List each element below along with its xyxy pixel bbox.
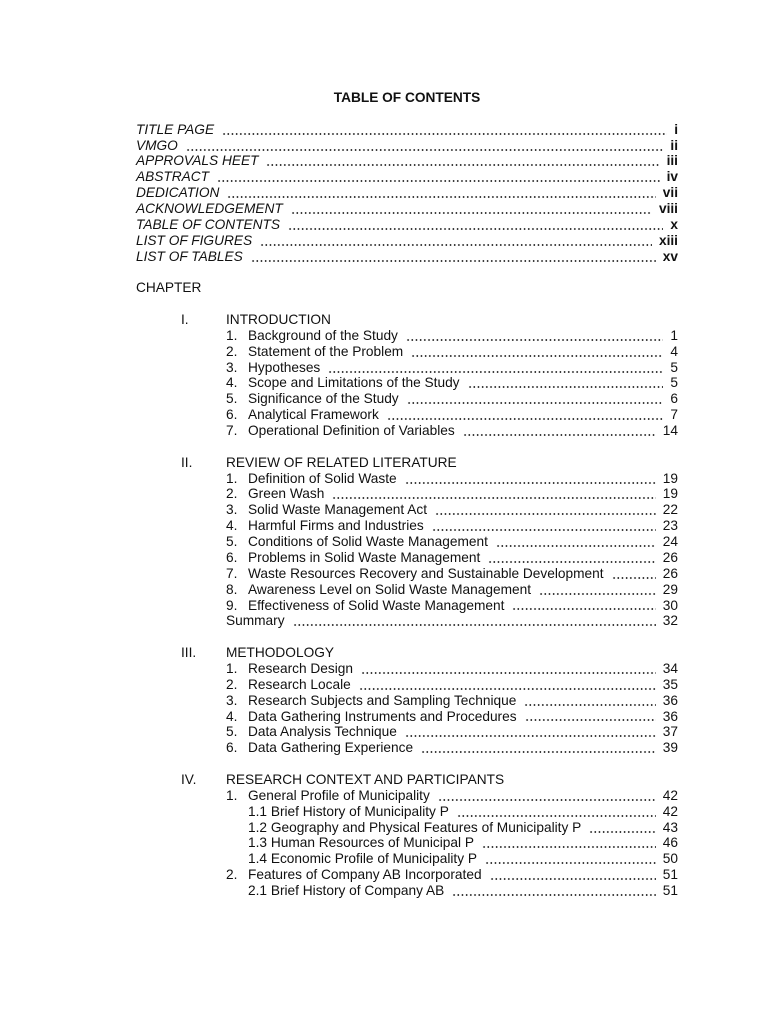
entry-number: 4. (226, 375, 238, 391)
toc-entry (136, 709, 678, 725)
chapter-title: INTRODUCTION (226, 312, 331, 328)
toc-entry (136, 233, 678, 249)
entry-label: Data Gathering Experience (248, 740, 414, 756)
subentry-page: 50 (662, 851, 678, 867)
entry-label: VMGO (136, 137, 178, 153)
entry-label: Operational Definition of Variables (248, 423, 455, 439)
dot-leader (525, 709, 656, 725)
dot-leader (361, 661, 656, 677)
entry-page: iii (666, 153, 678, 169)
entry-page: 39 (662, 740, 678, 756)
entry-number: 4. (226, 708, 238, 724)
toc-entry (136, 360, 678, 376)
dot-leader (251, 249, 656, 265)
toc-entry (136, 153, 678, 169)
dot-leader (407, 391, 664, 407)
dot-leader (288, 217, 663, 233)
entry-label: General Profile of Municipality (248, 787, 430, 803)
entry-number: 2. (226, 486, 238, 502)
toc-entry (136, 740, 678, 756)
entry-page: 26 (662, 549, 678, 565)
dot-leader (217, 169, 660, 185)
entry-label: Data Analysis Technique (248, 724, 397, 740)
entry-page: 23 (662, 518, 678, 534)
entry-page: 19 (662, 470, 678, 486)
dot-leader (488, 550, 655, 566)
dot-leader (222, 122, 667, 138)
toc-entry (136, 582, 678, 598)
subentry-label: Economic Profile of Municipality P (270, 851, 477, 867)
toc-entry (136, 138, 678, 154)
dot-leader (186, 138, 664, 154)
entry-label: Effectiveness of Solid Waste Management (248, 597, 505, 613)
toc-subentry (136, 835, 678, 851)
toc-entry (136, 677, 678, 693)
toc-entry (136, 185, 678, 201)
entry-label: DEDICATION (136, 185, 220, 201)
entry-label: ABSTRACT (136, 169, 210, 185)
toc-entry-summary (136, 613, 678, 629)
entry-number: 6. (226, 740, 238, 756)
entry-page: iv (666, 169, 678, 185)
entry-label: APPROVALS HEET (136, 153, 259, 169)
chapter-section (136, 312, 678, 439)
entry-page: 51 (662, 867, 678, 883)
dot-leader (432, 518, 656, 534)
toc-subentry (136, 820, 678, 836)
toc-entry (136, 502, 678, 518)
toc-entry (136, 217, 678, 233)
entry-label: Significance of the Study (248, 391, 399, 407)
chapter-heading (136, 772, 678, 788)
toc-entry (136, 566, 678, 582)
subentry-number: 1.3 (248, 835, 268, 851)
dot-leader (227, 185, 655, 201)
entry-page: vii (662, 185, 678, 201)
toc-subentry (136, 883, 678, 899)
toc-entry (136, 486, 678, 502)
entry-label: Research Subjects and Sampling Technique (248, 692, 517, 708)
entry-page: xiii (658, 232, 678, 248)
toc-subentry (136, 804, 678, 820)
entry-page: 32 (662, 613, 678, 629)
chapter-section (136, 455, 678, 629)
entry-label: Conditions of Solid Waste Management (248, 534, 488, 550)
dot-leader (332, 486, 655, 502)
toc-entry (136, 423, 678, 439)
entry-number: 3. (226, 359, 238, 375)
entry-label: Scope and Limitations of the Study (248, 375, 460, 391)
dot-leader (387, 407, 664, 423)
entry-label: ACKNOWLEDGEMENT (136, 201, 283, 217)
entry-label: Green Wash (248, 486, 325, 502)
chapter-section (136, 645, 678, 756)
subentry-label: Human Resources of Municipal P (270, 835, 474, 851)
entry-page: 29 (662, 581, 678, 597)
entry-number: 7. (226, 565, 238, 581)
entry-page: viii (658, 201, 678, 217)
toc-entry (136, 344, 678, 360)
dot-leader (539, 582, 656, 598)
entry-number: 6. (226, 407, 238, 423)
chapter-numeral: II. (181, 454, 193, 470)
entry-number: 3. (226, 502, 238, 518)
entry-number: 1. (226, 787, 238, 803)
toc-entry (136, 391, 678, 407)
entry-page: 42 (662, 787, 678, 803)
subentry-number: 2.1 (248, 882, 268, 898)
entry-label: LIST OF TABLES (136, 248, 243, 264)
front-matter-list (136, 122, 678, 265)
toc-entry (136, 122, 678, 138)
dot-leader (411, 344, 663, 360)
dot-leader (260, 233, 652, 249)
entry-label: Features of Company AB Incorporated (248, 867, 482, 883)
subentry-page: 51 (662, 882, 678, 898)
dot-leader (438, 788, 656, 804)
entry-page: 6 (670, 391, 678, 407)
chapter-numeral: I. (181, 312, 189, 328)
entry-label: Research Design (248, 660, 353, 676)
subentry-page: 42 (662, 803, 678, 819)
toc-entry (136, 693, 678, 709)
chapter-section (136, 772, 678, 899)
entry-label: Harmful Firms and Industries (248, 518, 424, 534)
toc-entry (136, 598, 678, 614)
entry-number: 7. (226, 423, 238, 439)
subentry-number: 1.4 (248, 851, 268, 867)
entry-number: 9. (226, 597, 238, 613)
dot-leader (457, 804, 656, 820)
dot-leader (291, 201, 652, 217)
entry-number: 2. (226, 676, 238, 692)
entry-label: TABLE OF CONTENTS (136, 216, 280, 232)
dot-leader (293, 613, 656, 629)
toc-entry (136, 534, 678, 550)
chapter-heading (136, 312, 678, 328)
toc-entry (136, 375, 678, 391)
toc-entry (136, 169, 678, 185)
table-of-contents (136, 90, 678, 899)
dot-leader (421, 740, 656, 756)
entry-label: Research Locale (248, 676, 351, 692)
toc-entry (136, 518, 678, 534)
entry-page: 5 (670, 375, 678, 391)
entry-number: 1. (226, 327, 238, 343)
dot-leader (435, 502, 656, 518)
entry-number: 5. (226, 724, 238, 740)
dot-leader (482, 835, 656, 851)
toc-entry (136, 661, 678, 677)
entry-number: 1. (226, 660, 238, 676)
entry-label: Analytical Framework (248, 407, 379, 423)
dot-leader (589, 820, 656, 836)
entry-label: LIST OF FIGURES (136, 232, 253, 248)
toc-subentry (136, 851, 678, 867)
subentry-label: Geography and Physical Features of Municipality P (270, 819, 582, 835)
entry-number: 2. (226, 343, 238, 359)
chapter-title: RESEARCH CONTEXT AND PARTICIPANTS (226, 771, 505, 787)
entry-number: 1. (226, 470, 238, 486)
entry-label: Solid Waste Management Act (248, 502, 428, 518)
entry-page: 26 (662, 565, 678, 581)
toc-entry (136, 201, 678, 217)
subentry-label: Brief History of Company AB (270, 882, 445, 898)
entry-page: x (670, 216, 678, 232)
entry-label: Waste Resources Recovery and Sustainable Development (248, 565, 604, 581)
dot-leader (463, 423, 656, 439)
entry-page: 24 (662, 534, 678, 550)
chapter-label: CHAPTER (136, 280, 202, 296)
entry-number: 8. (226, 581, 238, 597)
entry-page: 7 (670, 407, 678, 423)
dot-leader (359, 677, 656, 693)
entry-page: 36 (662, 692, 678, 708)
toc-entry (136, 867, 678, 883)
toc-entry (136, 407, 678, 423)
entry-label: TITLE PAGE (136, 121, 215, 137)
entry-label: Statement of the Problem (248, 343, 404, 359)
dot-leader (452, 883, 655, 899)
chapter-title: REVIEW OF RELATED LITERATURE (226, 454, 457, 470)
toc-entry (136, 550, 678, 566)
entry-page: i (674, 121, 678, 137)
entry-number: 5. (226, 534, 238, 550)
dot-leader (468, 375, 664, 391)
toc-entry (136, 328, 678, 344)
entry-page: 34 (662, 660, 678, 676)
dot-leader (612, 566, 656, 582)
entry-page: 37 (662, 724, 678, 740)
entry-page: 35 (662, 676, 678, 692)
subentry-page: 43 (662, 819, 678, 835)
dot-leader (496, 534, 656, 550)
subentry-page: 46 (662, 835, 678, 851)
entry-number: 6. (226, 549, 238, 565)
entry-page: 1 (670, 327, 678, 343)
entry-number: 4. (226, 518, 238, 534)
entry-number: 5. (226, 391, 238, 407)
toc-entry (136, 724, 678, 740)
dot-leader (524, 693, 655, 709)
entry-number: 2. (226, 867, 238, 883)
toc-entry (136, 249, 678, 265)
toc-entry (136, 788, 678, 804)
entry-page: ii (670, 137, 678, 153)
dot-leader (490, 867, 656, 883)
entry-page: 22 (662, 502, 678, 518)
dot-leader (485, 851, 656, 867)
entry-page: xv (662, 248, 678, 264)
entry-page: 5 (670, 359, 678, 375)
entry-page: 36 (662, 708, 678, 724)
entry-label: Background of the Study (248, 327, 398, 343)
entry-page: 30 (662, 597, 678, 613)
subentry-label: Brief History of Municipality P (270, 803, 449, 819)
dot-leader (328, 360, 663, 376)
subentry-number: 1.1 (248, 803, 268, 819)
entry-label: Problems in Solid Waste Management (248, 549, 481, 565)
entry-page: 19 (662, 486, 678, 502)
entry-page: 14 (662, 423, 678, 439)
dot-leader (405, 471, 656, 487)
chapter-numeral: IV. (181, 771, 197, 787)
entry-label: Awareness Level on Solid Waste Management (248, 581, 532, 597)
entry-label: Data Gathering Instruments and Procedures (248, 708, 517, 724)
chapter-heading (136, 455, 678, 471)
chapter-numeral: III. (181, 645, 197, 661)
subentry-number: 1.2 (248, 819, 268, 835)
chapter-title: METHODOLOGY (226, 645, 334, 661)
entry-label: Definition of Solid Waste (248, 470, 397, 486)
dot-leader (512, 598, 655, 614)
chapter-heading (136, 645, 678, 661)
dot-leader (406, 328, 663, 344)
entry-label: Hypotheses (248, 359, 321, 375)
toc-title: TABLE OF CONTENTS (333, 90, 481, 105)
dot-leader (405, 724, 656, 740)
entry-page: 4 (670, 343, 678, 359)
toc-entry (136, 471, 678, 487)
entry-number: 3. (226, 692, 238, 708)
entry-label: Summary (226, 613, 285, 629)
dot-leader (266, 153, 659, 169)
